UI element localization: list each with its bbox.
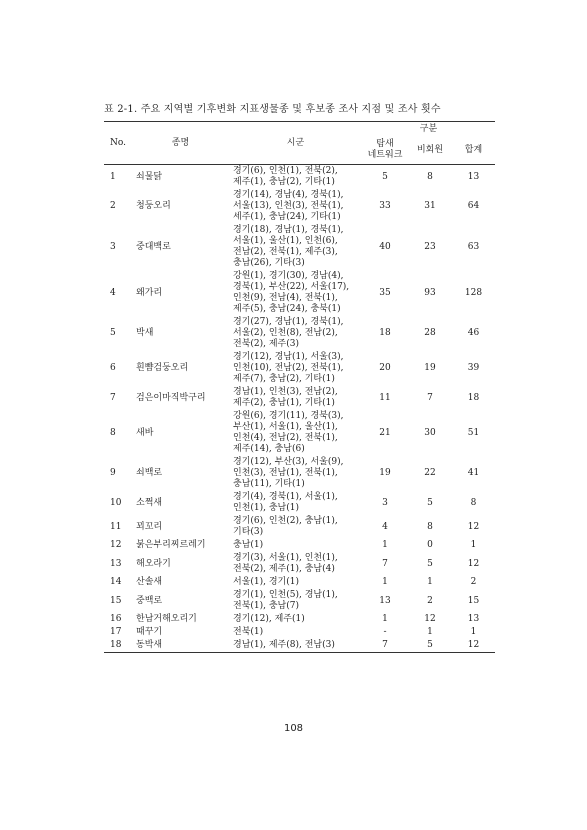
volunteer-count: 23 <box>424 241 436 252</box>
page-number: 108 <box>283 723 304 734</box>
species-name: 검은이마직박구리 <box>136 392 206 403</box>
header-group: 구분 <box>419 123 438 134</box>
region-line: 전북(2), 제주(1), 충남(4) <box>233 564 335 574</box>
region-line: 제주(7), 충남(2), 기타(1) <box>233 374 335 384</box>
total-count: 13 <box>467 171 480 182</box>
species-name: 박새 <box>136 328 154 338</box>
volunteer-count: 5 <box>427 558 433 569</box>
header-network-line1: 탐새 <box>376 139 394 150</box>
region-line: 서울(2), 인천(8), 전남(2), <box>233 328 338 338</box>
row-number: 11 <box>110 521 122 532</box>
network-count: 21 <box>379 427 391 438</box>
region-line: 경남(1), 제주(8), 전남(3) <box>233 640 335 650</box>
total-count: 1 <box>470 540 477 550</box>
region-line: 전북(2), 제주(3) <box>233 339 299 349</box>
network-count: 7 <box>362 639 408 653</box>
network-count: 13 <box>379 595 391 606</box>
table-row <box>104 189 495 224</box>
network-count: 35 <box>379 287 391 298</box>
volunteer-count: 8 <box>427 521 433 532</box>
total-count: 18 <box>467 392 480 403</box>
region-line: 경기(27), 경남(1), 경북(1), <box>233 317 344 327</box>
volunteer-count: 30 <box>424 427 436 438</box>
row-number: 5 <box>110 328 116 338</box>
volunteer-count: 93 <box>424 287 436 298</box>
row-number: 13 <box>110 558 122 569</box>
network-count: 1 <box>382 540 388 550</box>
region-list <box>229 386 362 410</box>
total-count: 41 <box>467 468 480 478</box>
region-line: 경기(4), 경북(1), 서울(1), <box>233 492 338 502</box>
table-row <box>104 316 495 351</box>
species-name: 한남거해오리기 <box>136 614 197 624</box>
region-line: 경기(12), 부산(3), 서울(9), <box>233 457 344 467</box>
region-list <box>229 316 362 351</box>
volunteer-count: 0 <box>427 540 433 550</box>
table-row <box>104 589 495 613</box>
row-number: 14 <box>110 577 122 587</box>
region-line: 부산(1), 서울(1), 울산(1), <box>233 422 338 432</box>
region-line: 경기(14), 경남(4), 경북(1), <box>233 190 344 200</box>
total-count: 12 <box>452 639 495 653</box>
header-total: 합계 <box>464 144 483 155</box>
region-list <box>229 613 362 626</box>
region-line: 제주(14), 충남(6) <box>233 444 305 454</box>
row-number: 10 <box>110 497 122 508</box>
region-line: 충남(11), 기타(1) <box>233 479 305 489</box>
volunteer-count: 5 <box>427 497 433 508</box>
species-name: 중대백로 <box>136 241 171 252</box>
table-row <box>104 576 495 589</box>
row-number: 7 <box>110 392 116 403</box>
row-number: 18 <box>104 639 132 653</box>
region-line: 인천(3), 전남(1), 전북(1), <box>233 468 338 478</box>
volunteer-count: 1 <box>427 577 433 587</box>
volunteer-count: 1 <box>427 627 433 637</box>
table-row <box>104 639 495 653</box>
region-list <box>229 626 362 639</box>
region-list <box>229 456 362 491</box>
table-row <box>104 491 495 515</box>
survey-table <box>104 121 495 653</box>
table-row <box>104 539 495 552</box>
region-line: 전북(1), 충남(7) <box>233 601 299 611</box>
row-number: 3 <box>110 241 116 252</box>
total-count: 8 <box>470 497 477 508</box>
network-count: 20 <box>379 363 391 373</box>
total-count: 1 <box>470 627 477 637</box>
region-line: 제주(1), 충남(2), 기타(1) <box>233 177 335 187</box>
region-line: 서울(1), 경기(1) <box>233 577 299 587</box>
total-count: 63 <box>467 241 480 252</box>
region-list <box>229 224 362 270</box>
region-line: 세주(1), 충남(24), 기타(1) <box>233 212 341 222</box>
total-count: 64 <box>467 201 480 211</box>
region-line: 인천(1), 충남(1) <box>233 503 299 513</box>
volunteer-count: 7 <box>427 392 433 403</box>
region-list <box>229 410 362 456</box>
row-number: 2 <box>110 201 116 211</box>
total-count: 12 <box>467 558 480 569</box>
region-list <box>229 639 362 653</box>
table-row <box>104 626 495 639</box>
total-count: 46 <box>467 328 480 338</box>
total-count: 2 <box>470 577 477 587</box>
total-count: 13 <box>467 614 480 624</box>
network-count: 7 <box>382 558 388 569</box>
row-number: 9 <box>110 468 116 478</box>
volunteer-count: 19 <box>424 363 436 373</box>
row-number: 8 <box>110 427 116 438</box>
header-no: No. <box>104 122 132 165</box>
region-line: 경남(1), 인천(3), 전남(2), <box>233 387 338 397</box>
region-line: 인천(4), 전남(2), 전북(1), <box>233 433 338 443</box>
network-count: 5 <box>382 171 388 182</box>
region-line: 경기(12), 경남(1), 서울(3), <box>233 352 344 362</box>
region-line: 인천(10), 전남(2), 전북(1), <box>233 363 344 373</box>
region-line: 제주(5), 충남(24), 충북(1) <box>233 304 341 314</box>
region-line: 전북(1) <box>233 627 264 637</box>
network-count: 1 <box>382 577 388 587</box>
table-row <box>104 515 495 539</box>
species-name: 왜가리 <box>136 287 163 298</box>
species-name: 쇠백로 <box>136 468 163 478</box>
header-network <box>362 137 408 165</box>
header-region: 시군 <box>229 122 362 165</box>
volunteer-count: 12 <box>424 614 436 624</box>
network-count: 4 <box>382 521 388 532</box>
species-name: 청둥오리 <box>136 201 171 211</box>
table-row <box>104 165 495 190</box>
network-count: 3 <box>382 497 388 508</box>
header-network-line2: 네트워크 <box>367 150 403 161</box>
region-list <box>229 539 362 552</box>
species-name: 흰뺨검둥오리 <box>136 363 189 373</box>
table-row <box>104 351 495 386</box>
volunteer-count: 22 <box>424 468 436 478</box>
region-line: 경북(1), 부산(22), 서울(17), <box>233 282 350 292</box>
header-volunteer: 비회원 <box>416 144 444 155</box>
row-number: 6 <box>110 363 116 373</box>
table-row <box>104 552 495 576</box>
network-count: 18 <box>379 328 391 338</box>
volunteer-count: 2 <box>427 595 433 606</box>
total-count: 12 <box>467 521 480 532</box>
species-name: 붉은부리찌르레기 <box>136 540 206 550</box>
table-row <box>104 270 495 316</box>
region-list <box>229 189 362 224</box>
region-line: 경기(12), 제주(1) <box>233 614 305 624</box>
region-line: 인천(9), 전남(4), 전북(1), <box>233 293 338 303</box>
region-list <box>229 351 362 386</box>
region-line: 충남(1) <box>233 540 264 550</box>
region-list <box>229 270 362 316</box>
region-line: 충남(26), 기타(3) <box>233 258 305 268</box>
region-line: 경기(6), 인천(1), 전북(2), <box>233 166 338 176</box>
region-list <box>229 576 362 589</box>
region-line: 제주(2), 충남(1), 기타(1) <box>233 398 335 408</box>
table-row <box>104 386 495 410</box>
volunteer-count: 31 <box>424 201 436 211</box>
total-count: 39 <box>467 363 480 373</box>
species-name: 새바 <box>136 427 154 438</box>
table-row <box>104 410 495 456</box>
volunteer-count: 8 <box>427 171 433 182</box>
region-line: 서울(1), 울산(1), 인천(6), <box>233 236 338 246</box>
region-line: 기타(3) <box>233 527 264 537</box>
total-count: 128 <box>464 287 483 298</box>
species-name: 동박새 <box>132 639 229 653</box>
species-name: 산솔새 <box>136 577 163 587</box>
region-line: 서울(13), 인천(3), 전북(1), <box>233 201 344 211</box>
region-line: 경기(18), 경남(1), 경북(1), <box>233 225 344 235</box>
network-count: 11 <box>379 392 391 403</box>
row-number: 17 <box>110 627 122 637</box>
volunteer-count: 28 <box>424 328 436 338</box>
region-line: 경기(6), 인천(2), 충남(1), <box>233 516 338 526</box>
network-count: - <box>383 627 387 637</box>
network-count: 1 <box>382 614 388 624</box>
species-name: 소쩍새 <box>136 497 163 508</box>
species-name: 중백로 <box>136 595 163 606</box>
network-count: 40 <box>379 241 391 252</box>
table-caption: 표 2-1. 주요 지역별 기후변화 지표생물종 및 후보종 조사 지점 및 조사 횟수 <box>104 104 441 115</box>
species-name: 해오라기 <box>136 558 171 569</box>
region-line: 강원(1), 경기(30), 경남(4), <box>233 271 344 281</box>
region-line: 경기(3), 서울(1), 인천(1), <box>233 553 338 563</box>
row-number: 1 <box>110 171 116 182</box>
region-line: 강원(6), 경기(11), 경북(3), <box>233 411 344 421</box>
species-name: 쇠물닭 <box>136 171 163 182</box>
volunteer-count: 5 <box>408 639 452 653</box>
region-list <box>229 515 362 539</box>
network-count: 33 <box>379 201 391 211</box>
species-name: 꾀꼬리 <box>136 521 163 532</box>
table-row <box>104 613 495 626</box>
row-number: 15 <box>110 595 122 606</box>
region-list <box>229 165 362 190</box>
total-count: 51 <box>467 427 480 438</box>
region-line: 경기(1), 인천(5), 경남(1), <box>233 590 338 600</box>
region-list <box>229 552 362 576</box>
species-name: 때꾸기 <box>136 627 163 637</box>
region-list <box>229 589 362 613</box>
row-number: 4 <box>110 287 116 298</box>
region-line: 전남(2), 전북(1), 제주(3), <box>233 247 338 257</box>
total-count: 15 <box>467 595 480 606</box>
header-species: 종명 <box>132 122 229 165</box>
row-number: 12 <box>110 540 122 550</box>
table-row <box>104 224 495 270</box>
region-list <box>229 491 362 515</box>
row-number: 16 <box>110 614 122 624</box>
table-row <box>104 456 495 491</box>
table-body <box>104 165 495 653</box>
network-count: 19 <box>379 468 391 478</box>
